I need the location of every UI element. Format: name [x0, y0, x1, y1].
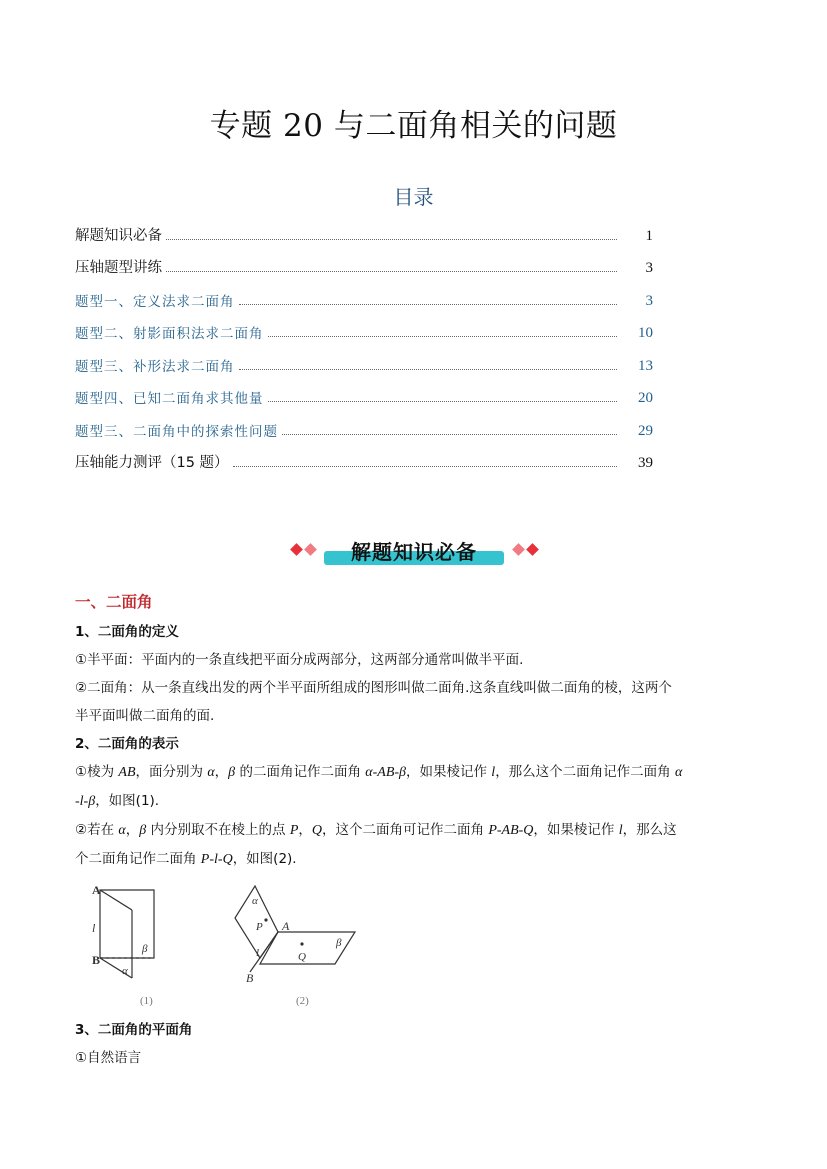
toc-leader-dots — [239, 303, 618, 305]
toc-entry[interactable] — [75, 245, 653, 278]
text-run: ， — [125, 822, 140, 838]
toc-leader-dots — [233, 465, 617, 467]
math-symbol: β — [139, 823, 147, 838]
toc-entry-page: 1 — [645, 227, 653, 244]
plane-edge — [100, 890, 132, 910]
text-run: 内分别取不在棱上的点 — [146, 822, 290, 838]
math-symbol: α — [207, 765, 215, 780]
section-body-continued — [75, 1016, 755, 1072]
text-run: ，那么这个二面角记作二面角 — [495, 764, 675, 780]
toc-entry[interactable] — [75, 342, 653, 375]
text-run: ， — [298, 822, 312, 838]
text-run: 的二面角记作二面角 — [235, 764, 366, 780]
math-symbol: l — [618, 823, 623, 838]
math-symbol: α — [674, 765, 683, 780]
text-run: ①棱为 — [75, 764, 119, 780]
toc-entry-page: 3 — [645, 292, 653, 309]
math-expression: α-AB-β — [365, 765, 406, 780]
text-run: ，如图(1). — [95, 793, 160, 809]
toc-leader-dots — [166, 270, 617, 272]
paragraph — [75, 758, 755, 787]
label-A: A — [282, 919, 290, 933]
banner-title: 解题知识必备 — [351, 540, 477, 564]
text-run: ，这个二面角可记作二面角 — [322, 822, 489, 838]
paragraph — [75, 787, 755, 816]
toc-entry-label: 题型四、已知二面角求其他量 — [75, 391, 264, 407]
text-run: ②若在 — [75, 822, 119, 838]
label-alpha: α — [122, 965, 128, 977]
toc-entry-page: 39 — [638, 455, 653, 471]
paragraph: 半平面叫做二面角的面. — [75, 708, 215, 724]
label-P: P — [256, 921, 263, 933]
text-run: ， — [214, 764, 229, 780]
edge-AB — [250, 932, 278, 972]
subsection-title: 1、二面角的定义 — [75, 624, 179, 640]
toc-entry[interactable] — [75, 440, 653, 473]
toc-entry-page: 3 — [645, 260, 653, 276]
text-run: ，那么这 — [622, 822, 677, 838]
section-body — [75, 618, 755, 874]
paragraph: ②二面角：从一条直线出发的两个半平面所组成的图形叫做二面角.这条直线叫做二面角的棱，这两个 — [75, 680, 672, 696]
point-Q — [300, 942, 303, 945]
paragraph: ①自然语言 — [75, 1050, 142, 1066]
text-run: 个二面角记作二面角 — [75, 851, 201, 867]
toc-entry-label: 压轴能力测评（15 题） — [75, 455, 229, 471]
math-expression: P-AB-Q — [488, 823, 534, 838]
label-l: l — [92, 921, 96, 935]
dihedral-angle-figures — [80, 880, 380, 1010]
toc-entry-label: 题型二、射影面积法求二面角 — [75, 326, 264, 342]
label-beta: β — [142, 943, 148, 955]
toc-entry-page: 29 — [638, 422, 653, 439]
toc-entry[interactable] — [75, 407, 653, 440]
text-run: ，面分别为 — [135, 764, 208, 780]
subsection-title: 2、二面角的表示 — [75, 736, 179, 752]
table-of-contents — [75, 212, 653, 472]
toc-leader-dots — [282, 433, 617, 435]
point-P — [264, 918, 267, 921]
toc-entry[interactable] — [75, 310, 653, 343]
diamond-icon — [304, 543, 317, 556]
caption-2: (2) — [296, 995, 309, 1007]
label-Q: Q — [298, 951, 306, 963]
diamond-icon — [526, 543, 539, 556]
math-symbol: P — [289, 823, 299, 838]
toc-entry-label: 解题知识必备 — [75, 227, 162, 244]
label-A: A — [92, 883, 101, 897]
toc-entry-page: 13 — [638, 357, 653, 374]
math-symbol: Q — [311, 823, 323, 838]
label-beta: β — [336, 937, 342, 949]
paragraph — [75, 816, 755, 845]
math-expression: -l-β — [75, 794, 96, 809]
math-expression: P-l-Q — [200, 852, 233, 867]
label-B: B — [92, 953, 101, 967]
banner-bar — [324, 533, 504, 567]
paragraph: ①半平面：平面内的一条直线把平面分成两部分，这两部分通常叫做半平面. — [75, 652, 524, 668]
toc-entry-label: 压轴题型讲练 — [75, 260, 162, 276]
label-alpha: α — [252, 895, 258, 907]
toc-entry[interactable] — [75, 212, 653, 245]
toc-entry[interactable] — [75, 375, 653, 408]
toc-heading: 目录 — [393, 185, 434, 209]
math-symbol: β — [228, 765, 236, 780]
toc-entry-page: 10 — [638, 325, 653, 341]
diamond-icon — [290, 543, 303, 556]
math-symbol: AB — [118, 765, 136, 780]
text-run: ，如果棱记作 — [533, 822, 619, 838]
diamond-icon — [512, 543, 525, 556]
toc-entry-page: 20 — [638, 390, 653, 406]
toc-entry-label: 题型一、定义法求二面角 — [75, 293, 235, 310]
caption-1: (1) — [140, 995, 153, 1007]
toc-leader-dots — [268, 400, 618, 402]
text-run: ，如图(2). — [232, 851, 297, 867]
toc-leader-dots — [239, 368, 618, 370]
figure-svg — [80, 880, 380, 1010]
section-banner — [290, 533, 538, 567]
math-symbol: l — [491, 765, 496, 780]
label-B: B — [246, 971, 254, 985]
document-title: 专题 20 与二面角相关的问题 — [209, 108, 618, 144]
subsection-title: 3、二面角的平面角 — [75, 1022, 193, 1038]
paragraph — [75, 845, 755, 874]
toc-entry[interactable] — [75, 277, 653, 310]
toc-leader-dots — [268, 335, 618, 337]
section-heading: 一、二面角 — [75, 593, 153, 611]
toc-entry-label: 题型三、补形法求二面角 — [75, 358, 235, 375]
math-symbol: α — [118, 823, 126, 838]
toc-leader-dots — [166, 238, 617, 240]
label-l: l — [256, 947, 260, 959]
toc-entry-label: 题型三、二面角中的探索性问题 — [75, 423, 278, 440]
text-run: ，如果棱记作 — [406, 764, 492, 780]
